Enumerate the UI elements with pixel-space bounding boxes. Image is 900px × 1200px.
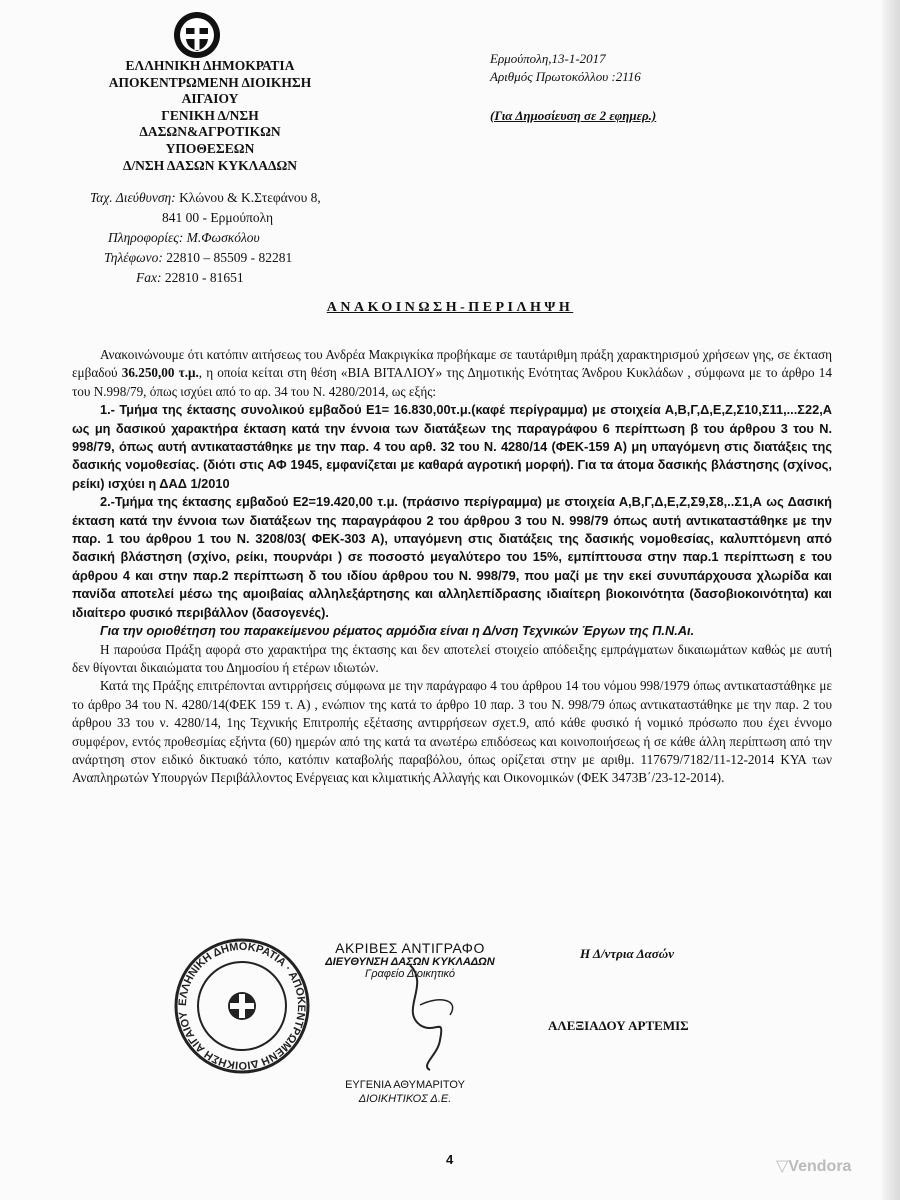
header-line: ΥΠΟΘΕΣΕΩΝ <box>165 140 255 156</box>
issuer-header <box>70 58 350 174</box>
contact-block <box>90 188 321 288</box>
fax-label: Fax: <box>136 270 162 285</box>
header-line: Δ/ΝΣΗ ΔΑΣΩΝ ΚΥΚΛΑΔΩΝ <box>122 157 298 173</box>
fax-value: 22810 - 81651 <box>164 270 244 285</box>
handwritten-signature <box>390 955 480 1075</box>
address-line-2: 841 00 - Ερμούπολη <box>162 210 274 225</box>
header-line: ΔΑΣΩΝ&ΑΓΡΟΤΙΚΩΝ <box>139 124 281 140</box>
publication-note: (Για Δημοσίευση σε 2 εφημερ.) <box>490 108 657 123</box>
info-label: Πληροφορίες: <box>108 230 184 245</box>
page-number: 4 <box>446 1152 454 1167</box>
intro-text-cont: , η οποία κείται στη θέση «ΒΙΑ ΒΙΤΑΛΙΟΥ» της Δημοτικής Ενότητας Άνδρου Κυκλάδων , σύμφωνα με το άρθρο 14 του Ν.998/79, όπως ισχύει από το αρ. 34 του Ν. 4280/2014, ως εξής: <box>72 365 832 399</box>
protocol-number: Αριθμός Πρωτοκόλλου :2116 <box>490 69 641 84</box>
signatory-name: ΑΛΕΞΙΑΔΟΥ ΑΡΤΕΜΙΣ <box>548 1018 689 1033</box>
scope-paragraph: Η παρούσα Πράξη αφορά στο χαρακτήρα της έκτασης και δεν αποτελεί στοιχείο απόδειξης εμπράγματων δικαιωμάτων καθώς με αυτή δεν θίγονται δικαιώματα του Δημοσίου ή ετέρων ιδιωτών. <box>72 641 832 675</box>
place-date: Ερμούπολη,13-1-2017 <box>490 51 606 66</box>
date-protocol-block <box>490 50 641 86</box>
intro-text: Ανακοινώνουμε ότι κατόπιν αιτήσεως του Ανδρέα Μακριγκίκα προβήκαμε σε ταυτάριθμη πράξη χαρακτηρισμού χρήσεων γης, σε έκταση εμβαδού <box>72 347 832 381</box>
info-value: Μ.Φωσκόλου <box>186 230 260 245</box>
stamp-department: ΔΙΕΥΘΥΝΣΗ ΔΑΣΩΝ ΚΥΚΛΑΔΩΝ <box>325 956 495 968</box>
header-line: ΑΠΟΚΕΝΤΡΩΜΕΝΗ ΔΙΟΙΚΗΣΗ <box>108 74 312 90</box>
header-line: ΓΕΝΙΚΗ Δ/ΝΣΗ <box>161 107 259 123</box>
vendora-watermark: ▽Vendora <box>776 1158 852 1175</box>
address-line-1: Κλώνου & Κ.Στεφάνου 8, <box>179 190 321 205</box>
header-line: ΑΙΓΑΙΟΥ <box>181 91 239 107</box>
page-edge <box>882 0 900 1200</box>
seal-text: ΕΛΛΗΝΙΚΗ ΔΗΜΟΚΡΑΤΙΑ · ΑΠΟΚΕΝΤΡΩΜΕΝΗ ΔΙΟΙΚΗΣΗ ΑΙΓΑΙΟΥ <box>176 940 308 1072</box>
clerk-title: ΔΙΟΙΚΗΤΙΚΟΣ Δ.Ε. <box>358 1093 452 1105</box>
phone-value: 22810 – 85509 - 82281 <box>166 250 293 265</box>
official-seal-icon <box>172 936 312 1076</box>
document-title: ΑΝΑΚΟΙΝΩΣΗ-ΠΕΡΙΛΗΨΗ <box>326 300 574 315</box>
clerk-name: ΕΥΓΕΝΙΑ ΑΘΥΜΑΡΙΤΟΥ <box>345 1079 465 1091</box>
objections-paragraph: Κατά της Πράξης επιτρέπονται αντιρρήσεις σύμφωνα με την παράγραφο 4 του άρθρου 14 του νόμου 998/1979 όπως αντικαταστάθηκε με το άρθρο 34 του Ν. 4280/14(ΦΕΚ 159 τ. Α) , ενώπιον της κατά το άρθρο 10 παρ. 3 του Ν. 998/79 όπως αντικαταστάθηκε με την παρ. 2 του άρθρου 33 του ν. 4280/14, 1ης Τεχνικής Επιτροπής εξέτασης αντιρρήσεων σχετ.9, από κάθε φυσικό ή νομικό πρόσωπο που έχει έννομο συμφέρον, εντός προθεσμίας εξήντα (60) ημερών από της κατά τα ανωτέρω επιδόσεως και κοινοποιήσεως ή σε κάθε άλλη περίπτωση από την ανάρτηση στον ειδικό δικτυακό τόπο, κατόπιν καταβολής παραβόλου, όπως ορίζεται στην με αριθμ. 117679/7182/11-12-2014 ΚΥΑ των Αναπληρωτών Υπουργών Περιβάλλοντος Ενέργειας και κλιματικής Αλλαγής και Οικονομικών (ΦΕΚ 3473Β΄/23-12-2014). <box>72 678 832 786</box>
stamp-office: Γραφείο Διοικητικό <box>364 968 456 980</box>
certified-copy-label: ΑΚΡΙΒΕΣ ΑΝΤΙΓΡΑΦΟ <box>335 940 485 956</box>
document-body <box>72 346 832 788</box>
address-label: Ταχ. Διεύθυνση: <box>90 190 176 205</box>
intro-paragraph <box>72 346 832 401</box>
signatory-role: Η Δ/ντρια Δασών <box>580 946 674 961</box>
item-2-paragraph: 2.-Τμήμα της έκτασης εμβαδού Ε2=19.420,00 τ.μ. (πράσινο περίγραμμα) με στοιχεία Α,Β,Γ,Δ,Ε,Ζ,Σ9,Σ8,..Σ1,Α ως Δασική έκταση κατά την έννοια των διατάξεων της παραγράφου 2 του άρθρου 3 του Ν. 998/79 όπως αυτή αντικαταστάθηκε με την παρ. 1 του άρθρου 1 του Ν. 3208/03( ΦΕΚ-303 Α), υπαγόμενη στις διατάξεις της δασικής νομοθεσίας, καλυπτόμενη από δασική βλάστηση (σχίνο, ρείκι, πουρνάρι ) σε ποσοστό μεγαλύτερο του 15%, εμπίπτουσα στην παρ.1 περίπτωση ε του άρθρου 4 και στην παρ.2 περίπτωση δ του ιδίου άρθρου του Ν. 998/79, που μαζί με την εκεί συνυπάρχουσα χλωρίδα και πανίδα αποτελεί μέσω της αμοιβαίας αλληλεξάρτησης και αλληλεπίδρασης ιδιαίτερη βιοκοινότητα (δασοβιοκοινότητα) και ιδιαίτερο φυσικό περιβάλλον (δασογενές). <box>72 494 832 620</box>
stream-note: Για την οριοθέτηση του παρακείμενου ρέματος αρμόδια είναι η Δ/νση Τεχνικών Έργων της Π.Ν.Αι. <box>100 623 695 639</box>
phone-label: Τηλέφωνο: <box>104 250 163 265</box>
total-area: 36.250,00 τ.μ. <box>121 365 199 381</box>
header-line: ΕΛΛΗΝΙΚΗ ΔΗΜΟΚΡΑΤΙΑ <box>125 58 295 73</box>
clerk-stamp <box>330 1078 480 1106</box>
coat-of-arms-icon <box>172 10 222 60</box>
item-1-paragraph: 1.- Τμήμα της έκτασης συνολικού εμβαδού Ε1= 16.830,00τ.μ.(καφέ περίγραμμα) με στοιχεία Α,Β,Γ,Δ,Ε,Ζ,Σ10,Σ11,...Σ22,Α ως μη δασικού χαρακτήρα έκταση κατά την έννοια των διατάξεων της παραγράφου 6 περίπτωση β του άρθρου 3 του Ν. 998/79, όπως αυτή αντικαταστάθηκε με την παρ. 4 του αρθ. 32 του Ν. 4280/14 (ΦΕΚ-159 Α) μη υπαγόμενη στις διατάξεις της δασικής νομοθεσίας. (διότι στις ΑΦ 1945, εμφανίζεται με καθαρά αγροτική μορφή). Για τα άτομα δασικής βλάστησης (σχίνος, ρείκι) ισχύει η ΔΑΔ 1/2010 <box>72 402 832 491</box>
